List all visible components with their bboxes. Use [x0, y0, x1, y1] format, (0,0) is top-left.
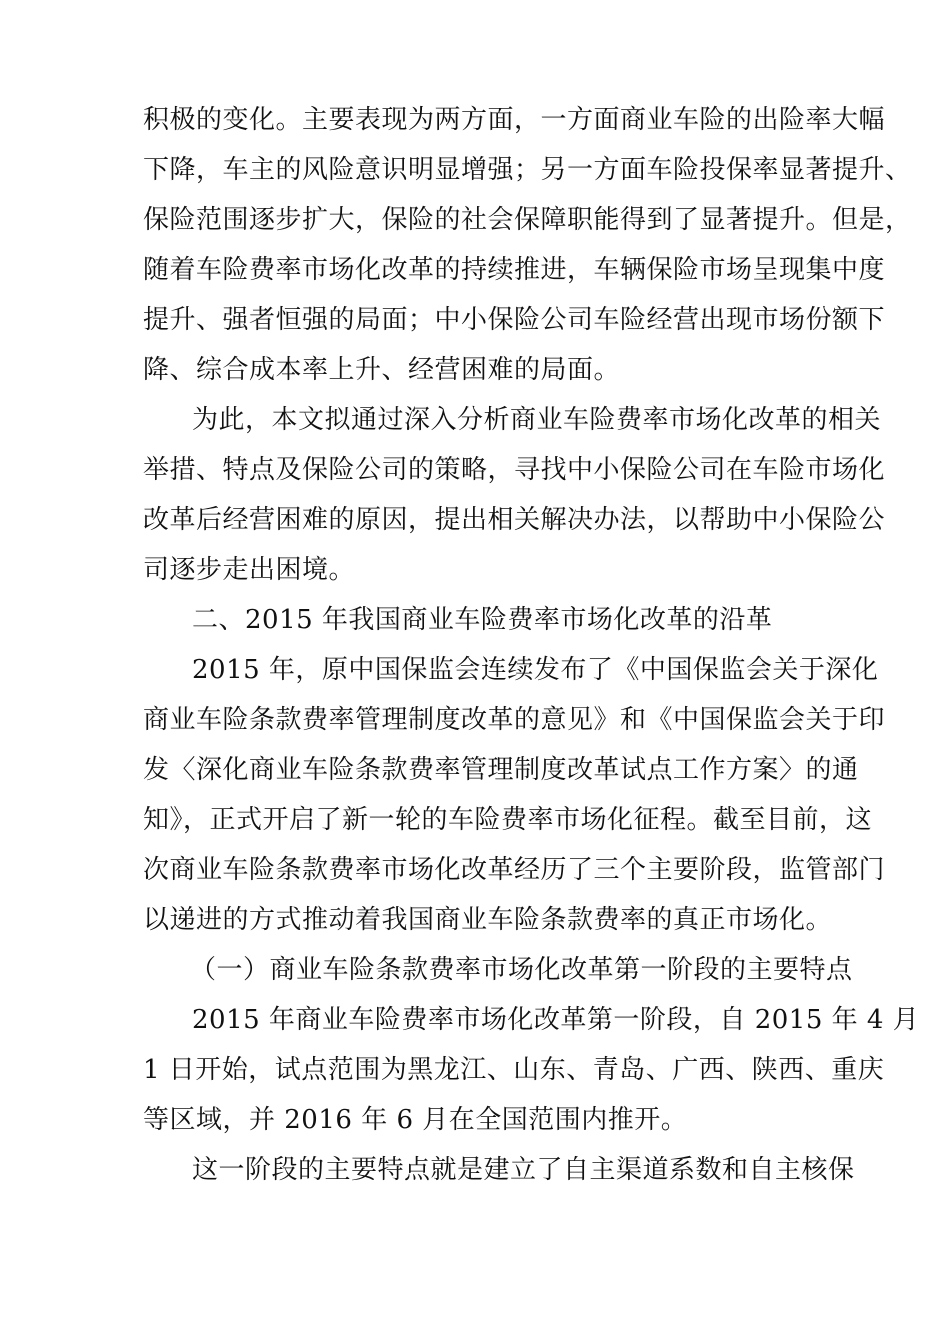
text-line: 次商业车险条款费率市场化改革经历了三个主要阶段，监管部门 [143, 855, 886, 885]
paragraph-first-line: 为此，本文拟通过深入分析商业车险费率市场化改革的相关 [192, 405, 882, 435]
subsection-heading: （一）商业车险条款费率市场化改革第一阶段的主要特点 [190, 955, 853, 985]
text-line: 发〈深化商业车险条款费率管理制度改革试点工作方案〉的通 [143, 755, 859, 785]
text-line: 改革后经营困难的原因，提出相关解决办法，以帮助中小保险公 [143, 505, 886, 535]
text-line: 知》，正式开启了新一轮的车险费率市场化征程。截至目前，这 [143, 805, 873, 835]
text-line: 随着车险费率市场化改革的持续推进，车辆保险市场呈现集中度 [143, 255, 886, 285]
section-heading: 二、2015 年我国商业车险费率市场化改革的沿革 [192, 605, 773, 635]
text-line: 降、综合成本率上升、经营困难的局面。 [143, 355, 621, 385]
text-line: 等区域，并 2016 年 6 月在全国范围内推开。 [143, 1105, 688, 1135]
text-line: 下降，车主的风险意识明显增强；另一方面车险投保率显著提升、 [143, 155, 912, 185]
paragraph-first-line: 2015 年，原中国保监会连续发布了《中国保监会关于深化 [192, 655, 879, 685]
text-line: 举措、特点及保险公司的策略，寻找中小保险公司在车险市场化 [143, 455, 886, 485]
paragraph-first-line: 这一阶段的主要特点就是建立了自主渠道系数和自主核保 [192, 1155, 855, 1185]
text-line: 积极的变化。主要表现为两方面，一方面商业车险的出险率大幅 [143, 105, 886, 135]
text-line: 商业车险条款费率管理制度改革的意见》和《中国保监会关于印 [143, 705, 886, 735]
text-line: 司逐步走出困境。 [143, 555, 356, 585]
paragraph-first-line: 2015 年商业车险费率市场化改革第一阶段，自 2015 年 4 月 [192, 1005, 920, 1035]
text-line: 保险范围逐步扩大，保险的社会保障职能得到了显著提升。但是， [143, 205, 912, 235]
text-line: 1 日开始，试点范围为黑龙江、山东、青岛、广西、陕西、重庆 [143, 1055, 885, 1085]
text-line: 提升、强者恒强的局面；中小保险公司车险经营出现市场份额下 [143, 305, 886, 335]
text-line: 以递进的方式推动着我国商业车险条款费率的真正市场化。 [143, 905, 833, 935]
